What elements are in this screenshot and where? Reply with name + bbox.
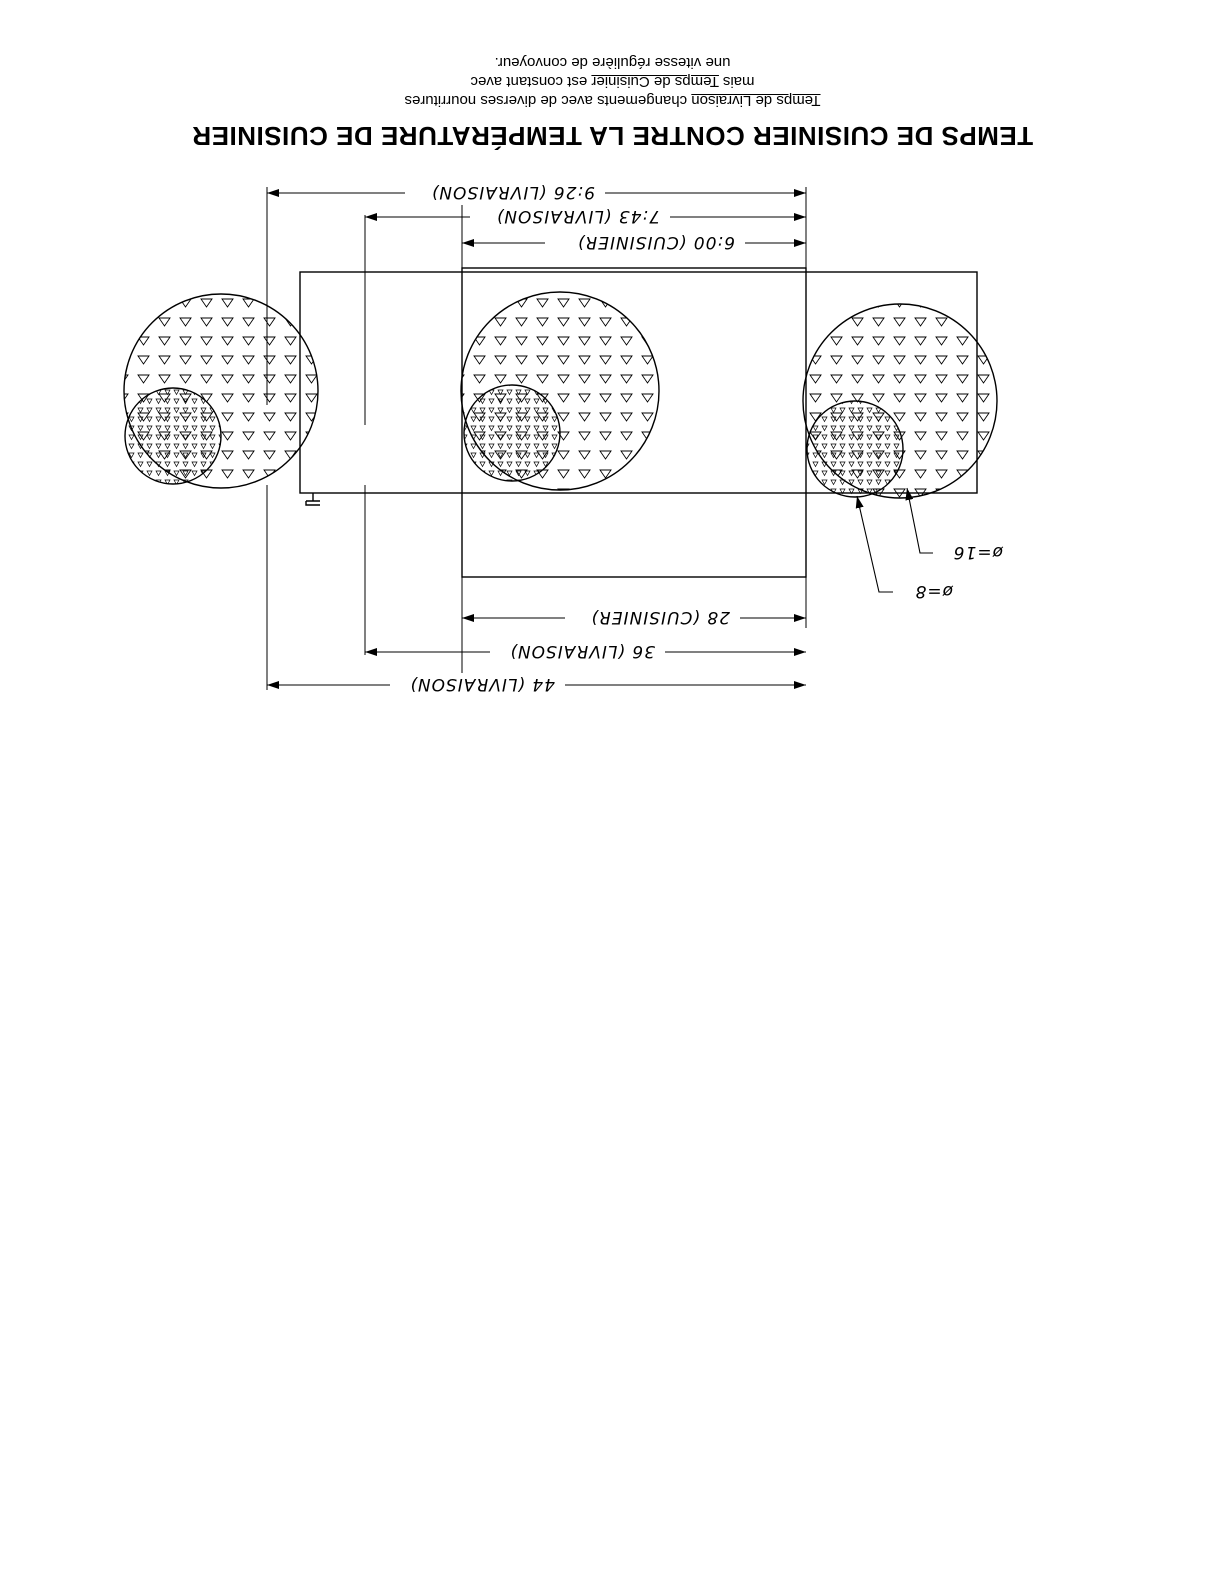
conveyor-foot <box>306 493 320 505</box>
caption-line-1-rest: changements avec de diverses nourritures <box>404 92 692 109</box>
label-delivery-long: 9:26 (LIVRAISON) <box>430 182 595 202</box>
caption-cook-term: Temps de Cuisinier <box>591 73 719 90</box>
label-cook-time: 6:00 (CUISINIER) <box>576 232 735 252</box>
caption-line-2-rest: est constant avec <box>470 73 592 90</box>
diagram-title: TEMPS DE CUISINIER CONTRE LA TEMPÉRATURE DE CUISINIER <box>191 121 1034 151</box>
caption-line-2-prefix: mais <box>718 73 755 90</box>
caption-delivery-term: Temps de Livraison <box>691 92 821 109</box>
pizza-small-exit <box>125 388 221 484</box>
label-cook-length: 28 (CUISINIER) <box>590 607 730 627</box>
leader-small-diameter <box>857 496 893 592</box>
pizza-small-oven <box>464 385 560 481</box>
food-items <box>124 292 997 498</box>
label-diameter-small: ø=8 <box>914 581 953 601</box>
pizza-small-entry <box>807 401 903 497</box>
label-delivery-mid: 7:43 (LIVRAISON) <box>495 206 660 226</box>
label-delivery-length-long: 44 (LIVRAISON) <box>409 674 555 694</box>
caption-line-3: une vitesse régulière de convoyeur. <box>494 54 731 71</box>
label-delivery-length-mid: 36 (LIVRAISON) <box>509 641 655 661</box>
label-diameter-large: ø=16 <box>952 542 1003 562</box>
